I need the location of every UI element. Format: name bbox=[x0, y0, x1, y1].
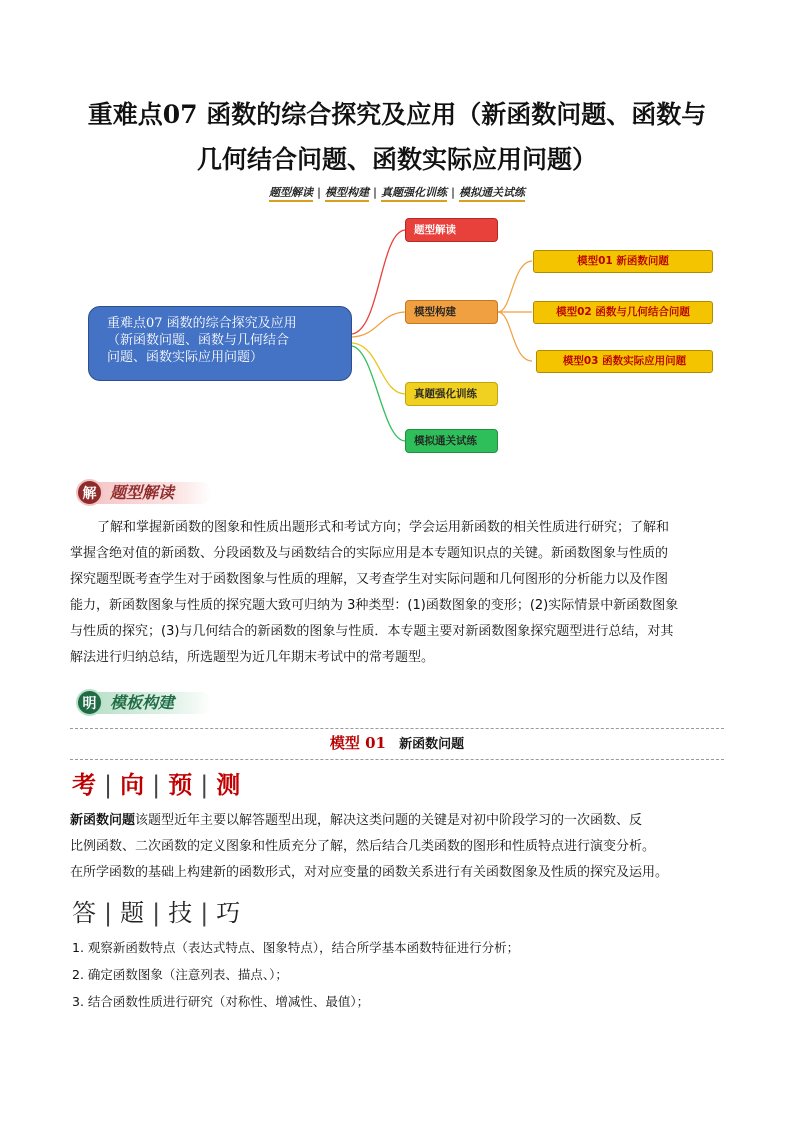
model-name: 新函数问题 bbox=[399, 737, 465, 752]
mindmap-node-moxing[interactable]: 模型构建 bbox=[405, 300, 498, 324]
mindmap-connectors bbox=[0, 0, 794, 470]
mindmap-central-node bbox=[88, 306, 352, 381]
dati-heading: 答 | 题 | 技 | 巧 bbox=[72, 899, 243, 927]
title-line-2: 几何结合问题、函数实际应用问题） bbox=[196, 145, 597, 174]
tip-item-2: 2. 确定函数图象（注意列表、描点、）； bbox=[72, 967, 288, 982]
section-nav: 题型解读 | 模型构建 | 真题强化训练 | 模拟通关试练 bbox=[0, 184, 794, 200]
model-01-title bbox=[70, 728, 724, 760]
tip-item-3: 3. 结合函数性质进行研究（对称性、增减性、最值）； bbox=[72, 994, 370, 1009]
mindmap-node-moni[interactable]: 模拟通关试练 bbox=[405, 429, 498, 453]
section-title-tixing: 题型解读 bbox=[110, 483, 175, 502]
central-line-1: 重难点07 函数的综合探究及应用 bbox=[107, 316, 297, 331]
mindmap-sub-model02[interactable]: 模型02 函数与几何结合问题 bbox=[533, 301, 713, 324]
section-title-moban: 模板构建 bbox=[110, 693, 175, 712]
mindmap-sub-model03[interactable]: 模型03 函数实际应用问题 bbox=[536, 350, 713, 373]
nav-item-zhenti[interactable]: 真题强化训练 bbox=[381, 186, 447, 202]
jie-badge-icon: 解 bbox=[76, 479, 103, 506]
model-number: 模型 01 bbox=[329, 734, 386, 752]
section-header-tixing bbox=[70, 478, 220, 508]
nav-item-tixing[interactable]: 题型解读 bbox=[269, 186, 313, 202]
title-line-1: 重难点07 函数的综合探究及应用（新函数问题、函数与 bbox=[87, 100, 707, 129]
section-header-moban bbox=[70, 688, 220, 718]
nav-item-moxing[interactable]: 模型构建 bbox=[325, 186, 369, 202]
ming-badge-icon: 明 bbox=[76, 689, 103, 716]
tip-item-1: 1. 观察新函数特点（表达式特点、图象特点），结合所学基本函数特征进行分析； bbox=[72, 940, 520, 955]
nav-item-moni[interactable]: 模拟通关试练 bbox=[459, 186, 525, 202]
kaoxiang-heading: 考 | 向 | 预 | 测 bbox=[72, 771, 243, 799]
mindmap-node-tixing[interactable]: 题型解读 bbox=[405, 218, 498, 242]
mindmap-node-zhenti[interactable]: 真题强化训练 bbox=[405, 382, 498, 406]
central-line-3: 问题、函数实际应用问题） bbox=[107, 350, 264, 365]
kaoxiang-paragraph: 新函数问题该题型近年主要以解答题型出现，解决这类问题的关键是对初中阶段学习的一次函数、反 比例函数、二次函数的定义图象和性质充分了解，然后结合几类函数的图形和性质特点进行演变分析。 在所学函数的基础上构建新的函数形式，对对应变量的函数关系进行有关函数图象及性质的探究及运用。 bbox=[70, 813, 669, 880]
intro-paragraph: 了解和掌握新函数的图象和性质出题形式和考试方向；学会运用新函数的相关性质进行研究；了解和 掌握含绝对值的新函数、分段函数及与函数结合的实际应用是本专题知识点的关键。新函数图象与性质的 探究题型既考查学生对于函数图象与性质的理解，又考查学生对实际问题和几何图形的分析能力以及作图 能力，新函数图象与性质的探究题大致可归纳为 3种类型：(1)函数图象的变形；(2)实际情景中新函数图象 与性质的探究；(3)与几何结合的新函数的图象与性质．本专题主要对新函数图象探究题型进行总结，对其 解法进行归纳总结，所选题型为近几年期末考试中的常考题型。 bbox=[70, 520, 679, 665]
mindmap-sub-model01[interactable]: 模型01 新函数问题 bbox=[533, 250, 713, 273]
central-line-2: （新函数问题、函数与几何结合 bbox=[107, 333, 290, 348]
